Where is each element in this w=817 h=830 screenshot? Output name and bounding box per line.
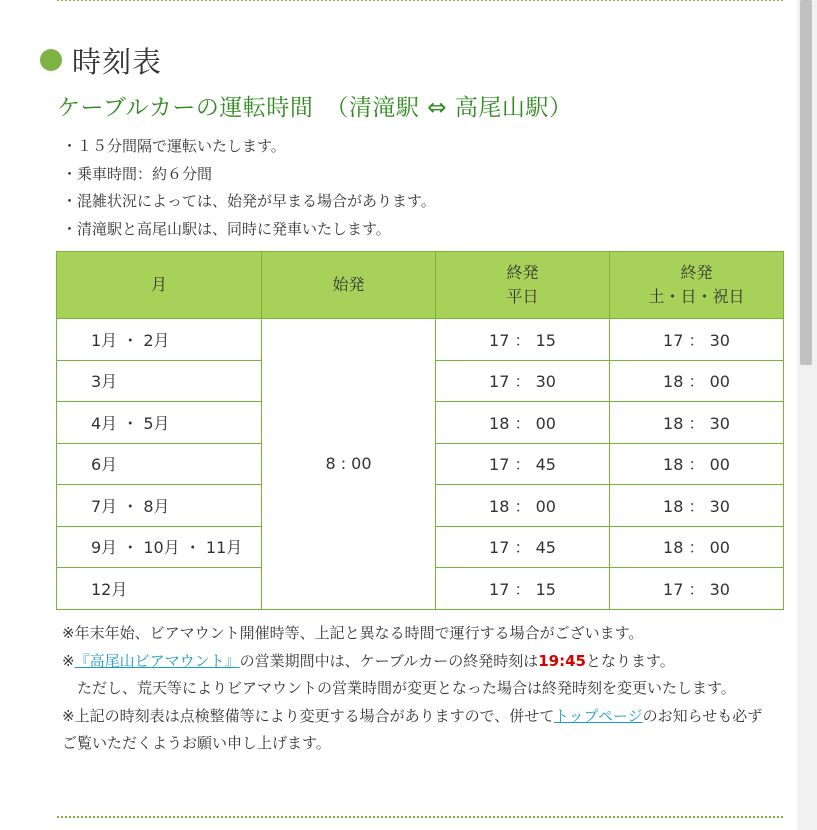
- month-cell: 7月 ・ 8月: [57, 485, 262, 527]
- cable-car-subheading: ケーブルカーの運転時間 （清滝駅 ⇔ 高尾山駅）: [57, 95, 573, 121]
- footnote-text: ※上記の時刻表は点検整備等により変更する場合がありますので、併せて: [62, 706, 554, 725]
- note-item: ・混雑状況によっては、始発が早まる場合があります。: [62, 192, 436, 210]
- last-departure-time: 19:45: [538, 651, 586, 670]
- footnote-text: の営業期間中は、ケーブルカーの終発時刻は: [239, 651, 539, 670]
- footnote-text: のお知らせも必ずご覧いただくようお願い申し上げます。: [62, 706, 763, 752]
- footnote-event-notice: ※年末年始、ビアマウント開催時等、上記と異なる時間で運行する場合がございます。: [62, 624, 644, 642]
- note-item: ・１５分間隔で運転いたします。: [62, 137, 286, 155]
- footnotes: [62, 620, 777, 758]
- column-header-last-weekday: [436, 252, 610, 319]
- holiday-last-cell: 18 ： 30: [610, 402, 784, 444]
- first-departure-cell: 8 : 00: [262, 319, 436, 610]
- footnote-maintenance: [62, 703, 777, 758]
- page-title: 時刻表: [72, 44, 163, 79]
- header-line: 平日: [506, 287, 539, 306]
- column-header-first: 始発: [262, 252, 436, 319]
- month-cell: 12月: [57, 568, 262, 610]
- note-item: ・乗車時間：約６分間: [62, 164, 213, 183]
- timetable: [56, 251, 784, 610]
- weekday-last-cell: 17 ： 30: [436, 360, 610, 402]
- footnote-text: となります。: [586, 651, 675, 670]
- month-cell: 6月: [57, 443, 262, 485]
- weekday-last-cell: 17 ： 15: [436, 568, 610, 610]
- weekday-last-cell: 18 ： 00: [436, 485, 610, 527]
- weekday-last-cell: 17 ： 45: [436, 443, 610, 485]
- scrollbar-thumb[interactable]: [800, 0, 812, 365]
- notes-list: [62, 133, 436, 243]
- footnote-mark: ※: [62, 651, 75, 670]
- holiday-last-cell: 18 ： 00: [610, 526, 784, 568]
- table-header-row: [57, 252, 784, 319]
- weekday-last-cell: 17 ： 15: [436, 319, 610, 361]
- header-line: 終発: [680, 263, 713, 282]
- note-item: ・清滝駅と高尾山駅は、同時に発車いたします。: [62, 219, 391, 238]
- column-header-last-holiday: [610, 252, 784, 319]
- column-header-month: 月: [57, 252, 262, 319]
- month-cell: 3月: [57, 360, 262, 402]
- footnote-beer-mount: [62, 648, 777, 676]
- top-page-link[interactable]: トップページ: [553, 706, 643, 725]
- month-cell: 1月 ・ 2月: [57, 319, 262, 361]
- month-cell: 4月 ・ 5月: [57, 402, 262, 444]
- section-heading: [40, 38, 162, 82]
- header-line: 終発: [506, 263, 539, 282]
- holiday-last-cell: 18 ： 00: [610, 443, 784, 485]
- holiday-last-cell: 17 ： 30: [610, 568, 784, 610]
- header-line: 土・日・祝日: [648, 287, 745, 306]
- bottom-divider: [57, 816, 783, 818]
- month-cell: 9月 ・ 10月 ・ 11月: [57, 526, 262, 568]
- table-row: [57, 319, 784, 361]
- weekday-last-cell: 18 ： 00: [436, 402, 610, 444]
- green-circle-icon: [40, 49, 62, 71]
- holiday-last-cell: 18 ： 30: [610, 485, 784, 527]
- beer-mount-link[interactable]: 『高尾山ビアマウント』: [74, 651, 240, 670]
- footnote-weather-notice: ただし、荒天等によりビアマウントの営業時間が変更となった場合は終発時刻を変更いたします。: [62, 679, 736, 697]
- holiday-last-cell: 18 ： 00: [610, 360, 784, 402]
- weekday-last-cell: 17 ： 45: [436, 526, 610, 568]
- top-divider: [57, 0, 783, 1]
- holiday-last-cell: 17 ： 30: [610, 319, 784, 361]
